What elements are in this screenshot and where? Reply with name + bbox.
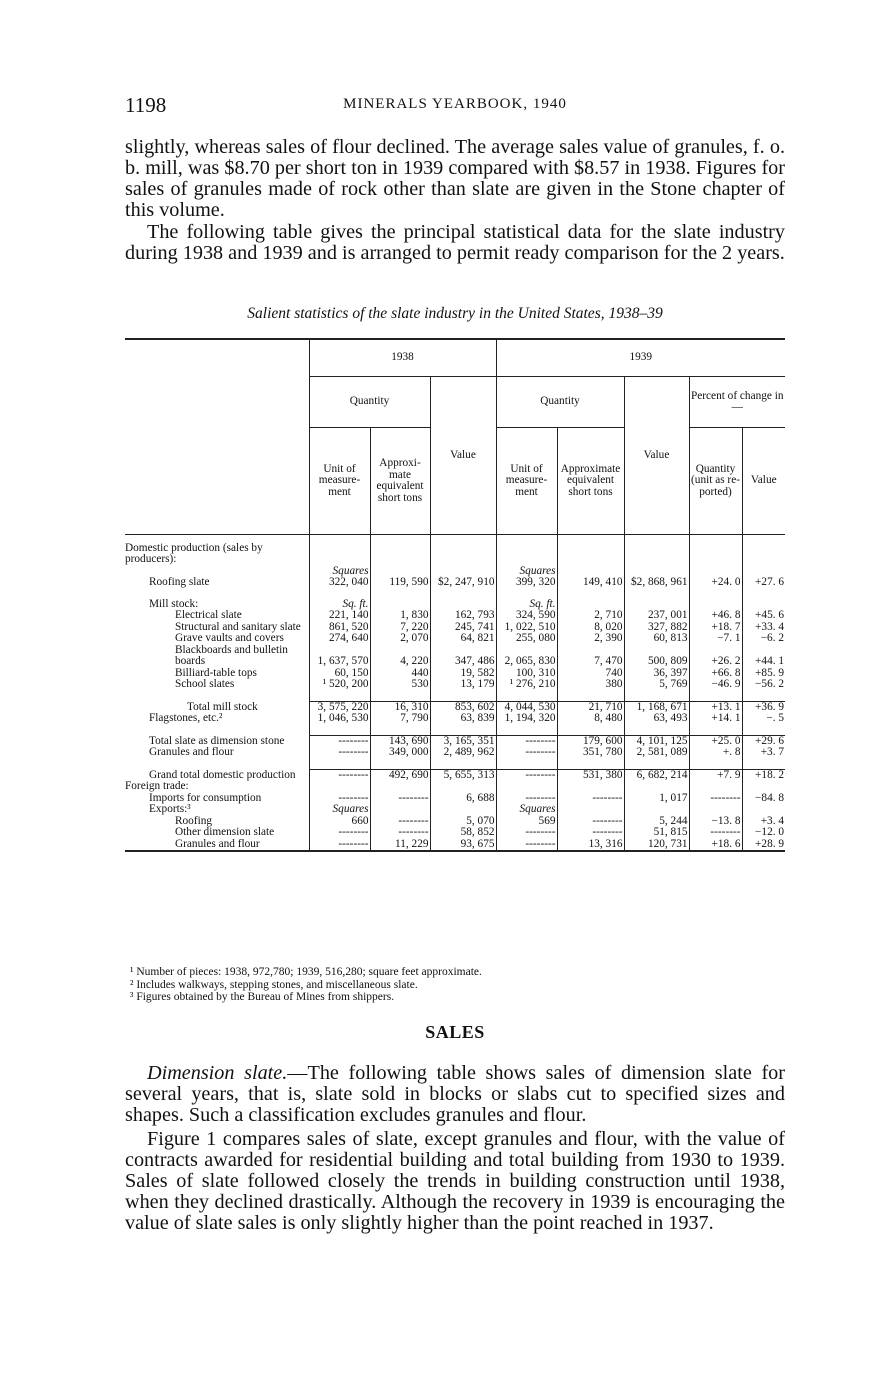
table-row <box>125 804 785 816</box>
unit-label: Squares <box>519 565 556 577</box>
unit-label: Sq. ft. <box>309 599 370 611</box>
row-label: Electrical slate <box>175 610 242 621</box>
header-1938: 1938 <box>309 339 496 377</box>
footnote: ¹ Number of pieces: 1938, 972,780; 1939, 516,280; square feet approximate. <box>130 966 482 978</box>
row-label: Total mill stock <box>187 701 258 713</box>
table-row: Other dimension slate -------- -------- 58, 852 -------- -------- 51, 815 -------- −12. 0 <box>125 827 785 839</box>
row-label: Billiard-table tops <box>175 667 257 679</box>
unit-label: Squares <box>309 804 370 816</box>
running-title: MINERALS YEARBOOK, 1940 <box>343 96 567 112</box>
header-quantity-1938: Quantity <box>309 377 430 428</box>
table-row: Granules and flour -------- 349, 000 2, 489, 962 -------- 351, 780 2, 581, 089 +. 8 +3. 7 <box>125 747 785 759</box>
row-label: Roofing <box>175 815 213 827</box>
table-intro-paragraph: The following table gives the principal statistical data for the slate industry during 1938 and 1939 and is arranged to permit ready comparison for the 2 years. <box>125 221 785 264</box>
table-row <box>125 543 785 566</box>
footnote: ³ Figures obtained by the Bureau of Mines from shippers. <box>130 991 395 1003</box>
table-row: School slates ¹ 520, 200 530 13, 179 ¹ 276, 210 380 5, 769 −46. 9 −56. 2 <box>125 679 785 691</box>
header-approx-1938: Approximate equivalent short tons <box>370 428 430 535</box>
header-pct-quantity: Quantity (unit as reported) <box>689 428 742 535</box>
table-row <box>125 599 785 611</box>
row-label: School slates <box>175 679 235 690</box>
section-heading: SALES <box>425 1022 485 1042</box>
page-header <box>125 93 785 117</box>
header-value-1939: Value <box>624 377 689 535</box>
table-row: Flagstones, etc.² 1, 046, 530 7, 790 63, 839 1, 194, 320 8, 480 63, 493 +14. 1 −. 5 <box>125 713 785 725</box>
salient-statistics-table <box>125 338 785 852</box>
table-caption: Salient statistics of the slate industry in the United States, 1938–39 <box>247 305 663 322</box>
row-label: Foreign trade: <box>125 781 189 792</box>
intro-paragraph: slightly, whereas sales of flour declined. The average sales value of granules, f. o. b. mill, was $8.70 per short ton in 1939 compared with $8.57 in 1938. Figures for sales of granules made of rock other than slate are given in the Stone chapter of this volume. <box>125 136 785 221</box>
row-label: Domestic production (sales by producers): <box>125 542 263 565</box>
header-quantity-1939: Quantity <box>496 377 624 428</box>
table-row: Grand total domestic production -------- 492, 690 5, 655, 313 -------- 531, 380 6, 682, 214 +7. 9 +18. 2 <box>125 769 785 781</box>
dimension-slate-paragraph: Dimension slate.—The following table shows sales of dimension slate for several years, that is, slate sold in blocks or slabs cut to specified sizes and shapes. Such a classification excludes granules and flour. <box>125 1062 785 1126</box>
header-pct-value: Value <box>742 428 785 535</box>
table-row: Total slate as dimension stone -------- 143, 690 3, 165, 351 -------- 179, 600 4, 101, 125 +25. 0 +29. 6 <box>125 735 785 747</box>
unit-label: Squares <box>332 565 369 577</box>
row-label: Roofing slate <box>149 576 210 588</box>
row-label: Other dimension slate <box>175 827 275 838</box>
header-value-1938: Value <box>430 377 496 535</box>
table-footnotes <box>130 966 790 1004</box>
table-row: Roofing slate Squares 322, 040 119, 590 $2, 247, 910 Squares 399, 320 149, 410 $2, 868, 961 +24. 0 +27. 6 <box>125 566 785 589</box>
row-label: Granules and flour <box>149 747 234 758</box>
header-unit-1939: Unit of measurement <box>496 428 557 535</box>
table-row: Electrical slate 221, 140 1, 830 162, 793 324, 590 2, 710 237, 001 +46. 8 +45. 6 <box>125 610 785 622</box>
table-row: Blackboards and bulletin boards 1, 637, 570 4, 220 347, 486 2, 065, 830 7, 470 500, 809 +26. 2 +44. 1 <box>125 645 785 668</box>
row-label: Granules and flour <box>125 839 309 852</box>
table-row: Granules and flour -------- 11, 229 93, 675 -------- 13, 316 120, 731 +18. 6 +28. 9 <box>125 839 785 852</box>
table-row: Structural and sanitary slate 861, 520 7, 220 245, 741 1, 022, 510 8, 020 327, 882 +18. 7 +33. 4 <box>125 622 785 634</box>
header-approx-1939: Approximate equivalent short tons <box>557 428 624 535</box>
page-number: 1198 <box>125 93 167 117</box>
row-label: Blackboards and bulletin boards <box>175 644 288 667</box>
dimension-slate-label: Dimension slate. <box>147 1062 288 1084</box>
footnote: ² Includes walkways, stepping stones, and miscellaneous slate. <box>130 978 418 991</box>
row-label: Total slate as dimension stone <box>149 735 285 747</box>
table-row <box>125 781 785 793</box>
table-row: Billiard-table tops 60, 150 440 19, 582 100, 310 740 36, 397 +66. 8 +85. 9 <box>125 668 785 680</box>
header-1939: 1939 <box>496 339 785 377</box>
header-unit-1938: Unit of measurement <box>309 428 370 535</box>
header-percent-change: Percent of change in— <box>689 377 785 428</box>
stub-header <box>125 339 309 535</box>
row-label: Flagstones, etc.² <box>149 713 223 724</box>
row-label: Grand total domestic production <box>149 769 296 781</box>
table-row: Total mill stock 3, 575, 220 16, 310 853, 602 4, 044, 530 21, 710 1, 168, 671 +13. 1 +36. 9 <box>125 701 785 713</box>
table-row: Grave vaults and covers 274, 640 2, 070 64, 821 255, 080 2, 390 60, 813 −7. 1 −6. 2 <box>125 633 785 645</box>
row-label: Mill stock: <box>149 598 199 610</box>
row-label: Structural and sanitary slate <box>175 621 301 633</box>
row-label: Imports for consumption <box>149 792 262 804</box>
row-label: Exports:³ <box>149 804 191 815</box>
table-row: Roofing 660 -------- 5, 070 569 -------- 5, 244 −13. 8 +3. 4 <box>125 816 785 828</box>
unit-label: Sq. ft. <box>496 599 557 611</box>
unit-label: Squares <box>496 804 557 816</box>
row-label: Grave vaults and covers <box>175 633 284 644</box>
table-row: Imports for consumption -------- -------- 6, 688 -------- -------- 1, 017 -------- −84. 8 <box>125 793 785 805</box>
figure-paragraph: Figure 1 compares sales of slate, except granules and flour, with the value of contracts awarded for residential building and total building from 1930 to 1939. Sales of slate followed closely the trends in building construction until 1938, when they declined drastically. Although the recovery in 1939 is encouraging the value of slate sales is only slightly higher than the point reached in 1937. <box>125 1128 785 1234</box>
